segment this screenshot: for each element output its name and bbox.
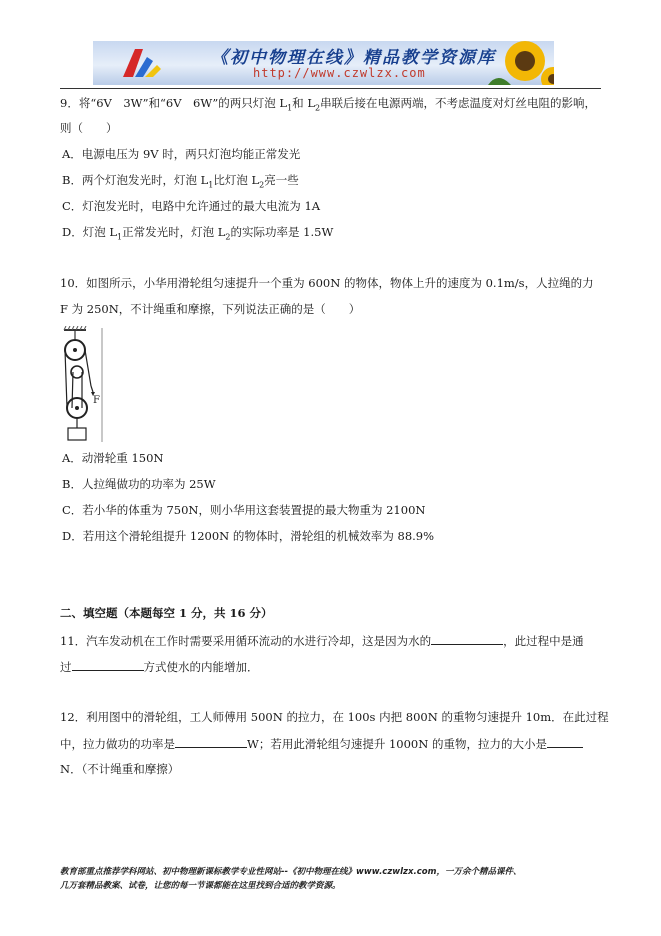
footer-line1: 教育部重点推荐学科网站、初中物理新课标教学专业性网站--《初中物理在线》www.czwlzx.com，一万余个精品课件、 [60, 867, 522, 877]
q11-line1: 11．汽车发动机在工作时需要采用循环流动的水进行冷却，这是因为水的 ，此过程中是通 [60, 634, 584, 648]
header-banner [93, 41, 554, 85]
banner-title: 《初中物理在线》精品教学资源库 [211, 48, 496, 68]
q12-line3: N．（不计绳重和摩擦） [60, 762, 180, 776]
q9-option-d: D．灯泡 $L_1$正常发光时，灯泡 $L_2$的实际功率是 1.5W [62, 225, 334, 242]
q10-option-c: C．若小华的体重为 750N，则小华用这套装置提的最大物重为 2100N [62, 503, 426, 517]
q10-option-d: D．若用这个滑轮组提升 1200N 的物体时，滑轮组的机械效率为 88.9% [62, 529, 435, 543]
q10-option-a: A．动滑轮重 150N [62, 451, 164, 465]
banner-url: http://www.czwlzx.com [253, 66, 426, 80]
q11-blank-2[interactable] [72, 659, 144, 671]
q12-line1: 12．利用图中的滑轮组，工人师傅用 500N 的拉力，在 100s 内把 800N 的重物匀速提升 10m．在此过程 [60, 710, 609, 724]
force-label: F [93, 395, 100, 406]
footer-line2: 几万套精品教案、试卷，让您的每一节课都能在这里找到合适的教学资源。 [60, 881, 341, 891]
q12-blank-1[interactable] [175, 736, 247, 748]
q9-option-b: B．两个灯泡发光时，灯泡 $L_1$比灯泡 $L_2$亮一些 [62, 173, 299, 190]
q12-line2: 中，拉力做功的功率是 W；若用此滑轮组匀速提升 1000N 的重物，拉力的大小是 [60, 736, 583, 751]
q9-stem-line2: 则（ ） [60, 121, 118, 135]
q9-option-a: A．电源电压为 9V 时，两只灯泡均能正常发光 [62, 147, 301, 161]
section-heading: 二、填空题（本题每空 1 分，共 16 分） [60, 606, 273, 620]
q12-blank-2[interactable] [547, 736, 583, 748]
q9-option-c: C．灯泡发光时，电路中允许通过的最大电流为 1A [62, 199, 321, 213]
q11-blank-1[interactable] [431, 633, 503, 645]
q11-line2: 过 方式使水的内能增加． [60, 660, 259, 674]
q10-stem-line1: 10．如图所示，小华用滑轮组匀速提升一个重为 600N 的物体，物体上升的速度为 0.1m/s，人拉绳的力 [60, 276, 594, 290]
pulley-system-figure [60, 326, 106, 442]
q10-stem-line2: F 为 250N，不计绳重和摩擦，下列说法正确的是（ ） [60, 302, 361, 316]
q9-stem-line1: 9．将“6V 3W”和“6V 6W”的两只灯泡 $L_1$和 $L_2$串联后接在电源两端，不考虑温度对灯丝电阻的影响， [60, 96, 597, 113]
site-logo [123, 49, 161, 77]
header-rule [60, 88, 601, 89]
q10-option-b: B．人拉绳做功的功率为 25W [62, 477, 216, 491]
sunflower-image [488, 41, 554, 85]
